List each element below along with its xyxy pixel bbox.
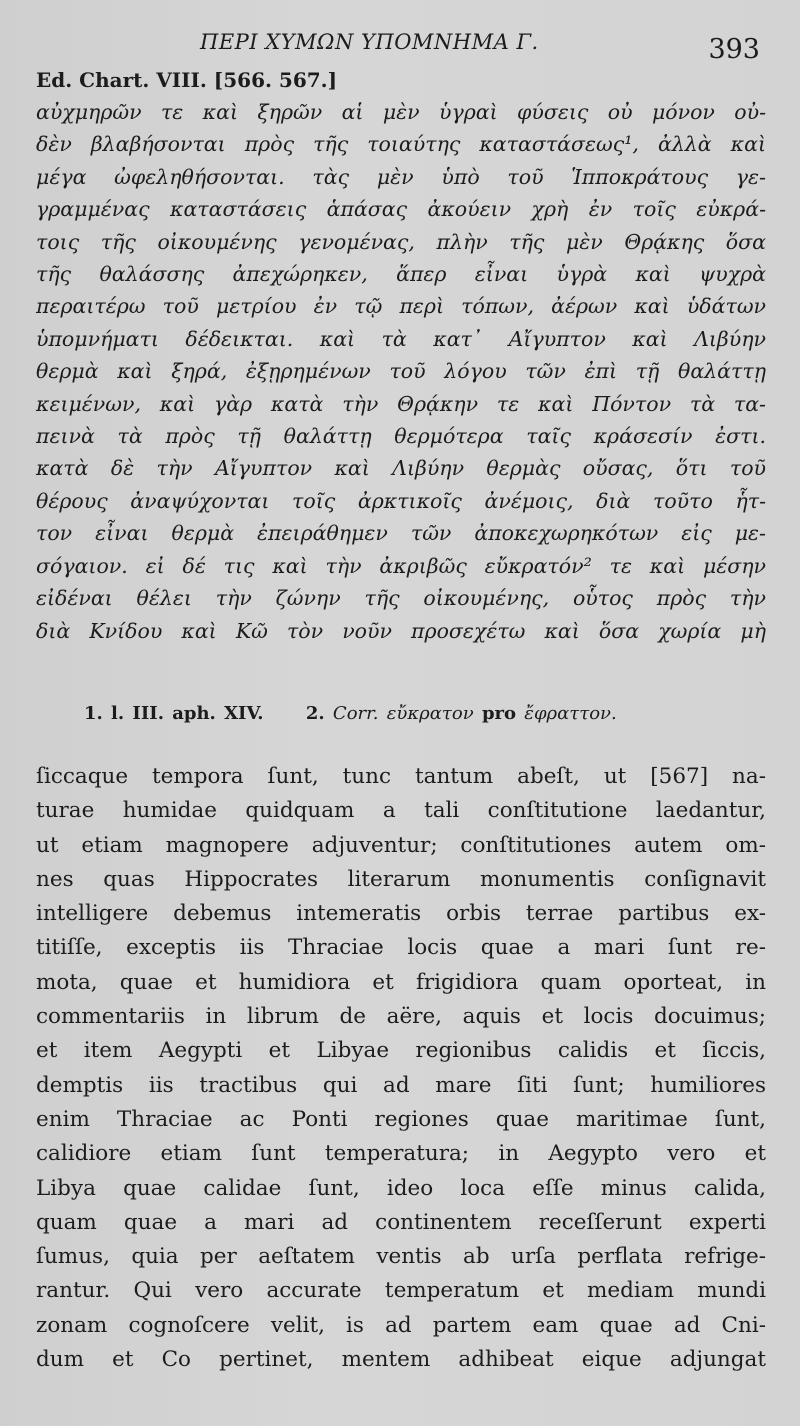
latin-line: nes quas Hippocrates literarum monumentis conſignavit xyxy=(36,866,766,892)
greek-line: κατὰ δὲ τὴν Αἴγυπτον καὶ Λιβύην θερμὰς οὔσας, ὅτι τοῦ xyxy=(36,456,766,481)
edition-reference: Ed. Chart. VIII. [566. 567.] xyxy=(36,68,338,92)
latin-line: ſiccaque tempora ſunt, tunc tantum abeſt, ut [567] na- xyxy=(36,764,766,789)
footnote-2-number: 2. xyxy=(305,703,325,724)
greek-line: διὰ Κνίδου καὶ Κῶ τὸν νοῦν προσεχέτω καὶ ὅσα χωρία μὴ xyxy=(36,618,766,643)
latin-line: zonam cognoſcere velit, is ad partem eam quae ad Cni- xyxy=(36,1312,766,1338)
greek-line: τοις τῆς οἰκουμένης γενομένας, πλὴν τῆς μὲν Θρᾴκης ὅσα xyxy=(36,229,766,254)
footnote-2-corr: Corr. xyxy=(332,703,379,724)
footnote-2 xyxy=(306,703,617,724)
greek-line: αὐχμηρῶν τε καὶ ξηρῶν αἱ μὲν ὑγραὶ φύσεις οὐ μόνον οὐ- xyxy=(36,100,766,124)
latin-line: titiſſe, exceptis iis Thraciae locis quae a mari ſunt re- xyxy=(36,935,766,961)
footnote-1: 1. l. III. aph. XIV. xyxy=(84,703,264,724)
running-head: ΠΕΡΙ ΧΥΜΩΝ ΥΠΟΜΝΗΜΑ Γ. xyxy=(200,30,539,54)
page-number: 393 xyxy=(708,34,760,65)
greek-line: δὲν βλαβήσονται πρὸς τῆς τοιαύτης καταστάσεως¹, ἀλλὰ καὶ xyxy=(36,132,766,157)
latin-line: et item Aegypti et Libyae regionibus calidis et ſiccis, xyxy=(36,1038,766,1064)
footnote-2-original: ἔφραττον. xyxy=(524,703,617,724)
latin-line: rantur. Qui vero accurate temperatum et mediam mundi xyxy=(36,1278,766,1304)
latin-line: Libya quae calidae ſunt, ideo loca eſſe minus calida, xyxy=(36,1175,766,1201)
latin-line: calidiore etiam ſunt temperatura; in Aegypto vero et xyxy=(36,1141,766,1167)
greek-line: εἰδέναι θέλει τὴν ζώνην τῆς οἰκουμένης, οὗτος πρὸς τὴν xyxy=(36,586,766,611)
latin-line: ut etiam magnopere adjuventur; conſtitutiones autem om- xyxy=(36,832,766,858)
footnote-2-pro: pro xyxy=(481,703,517,724)
greek-line: σόγαιον. εἰ δέ τις καὶ τὴν ἀκριβῶς εὔκρατόν² τε καὶ μέσην xyxy=(36,553,766,578)
latin-line: quam quae a mari ad continentem receſſerunt experti xyxy=(36,1209,766,1235)
greek-line: ὑπομνήματι δέδεικται. καὶ τὰ κατ᾽ Αἴγυπτον καὶ Λιβύην xyxy=(36,326,766,351)
greek-line: θερμὰ καὶ ξηρά, ἐξῃρημένων τοῦ λόγου τῶν ἐπὶ τῇ θαλάττῃ xyxy=(36,359,766,384)
latin-text-block xyxy=(36,760,766,1377)
greek-text-block xyxy=(36,96,766,647)
latin-line: ſumus, quia per aeſtatem ventis ab urſa perflata refrige- xyxy=(36,1244,766,1270)
greek-line: γραμμένας καταστάσεις ἁπάσας ἀκούειν χρὴ ἐν τοῖς εὐκρά- xyxy=(36,197,766,222)
footnote-2-word: εὔκρατον xyxy=(386,703,474,724)
greek-line: περαιτέρω τοῦ μετρίου ἐν τῷ περὶ τόπων, ἀέρων καὶ ὑδάτων xyxy=(36,294,766,319)
latin-line: turae humidae quidquam a tali conſtitutione laedantur, xyxy=(36,798,766,824)
latin-line: dum et Co pertinet, mentem adhibeat eique adjungat xyxy=(36,1347,766,1373)
greek-line: θέρους ἀναψύχονται τοῖς ἀρκτικοῖς ἀνέμοις, διὰ τοῦτο ἧτ- xyxy=(36,488,766,513)
latin-line: enim Thraciae ac Ponti regiones quae maritimae ſunt, xyxy=(36,1106,766,1132)
latin-line: demptis iis tractibus qui ad mare ſiti ſunt; humiliores xyxy=(36,1072,766,1098)
greek-line: πεινὰ τὰ πρὸς τῇ θαλάττῃ θερμότερα ταῖς κράσεσίν ἐστι. xyxy=(36,424,766,449)
greek-line: τῆς θαλάσσης ἀπεχώρηκεν, ἅπερ εἶναι ὑγρὰ καὶ ψυχρὰ xyxy=(36,262,766,287)
greek-line: τον εἶναι θερμὰ ἐπειράθημεν τῶν ἀποκεχωρηκότων εἰς με- xyxy=(36,521,766,546)
latin-line: intelligere debemus intemeratis orbis terrae partibus ex- xyxy=(36,901,766,927)
footnotes xyxy=(84,703,617,724)
latin-line: mota, quae et humidiora et frigidiora quam oporteat, in xyxy=(36,969,766,995)
greek-line: κειμένων, καὶ γὰρ κατὰ τὴν Θρᾴκην τε καὶ Πόντον τὰ τα- xyxy=(36,391,766,416)
greek-line: μέγα ὠφεληθήσονται. τὰς μὲν ὑπὸ τοῦ Ἱπποκράτους γε- xyxy=(36,164,766,189)
latin-line: commentariis in librum de aëre, aquis et locis docuimus; xyxy=(36,1004,766,1030)
